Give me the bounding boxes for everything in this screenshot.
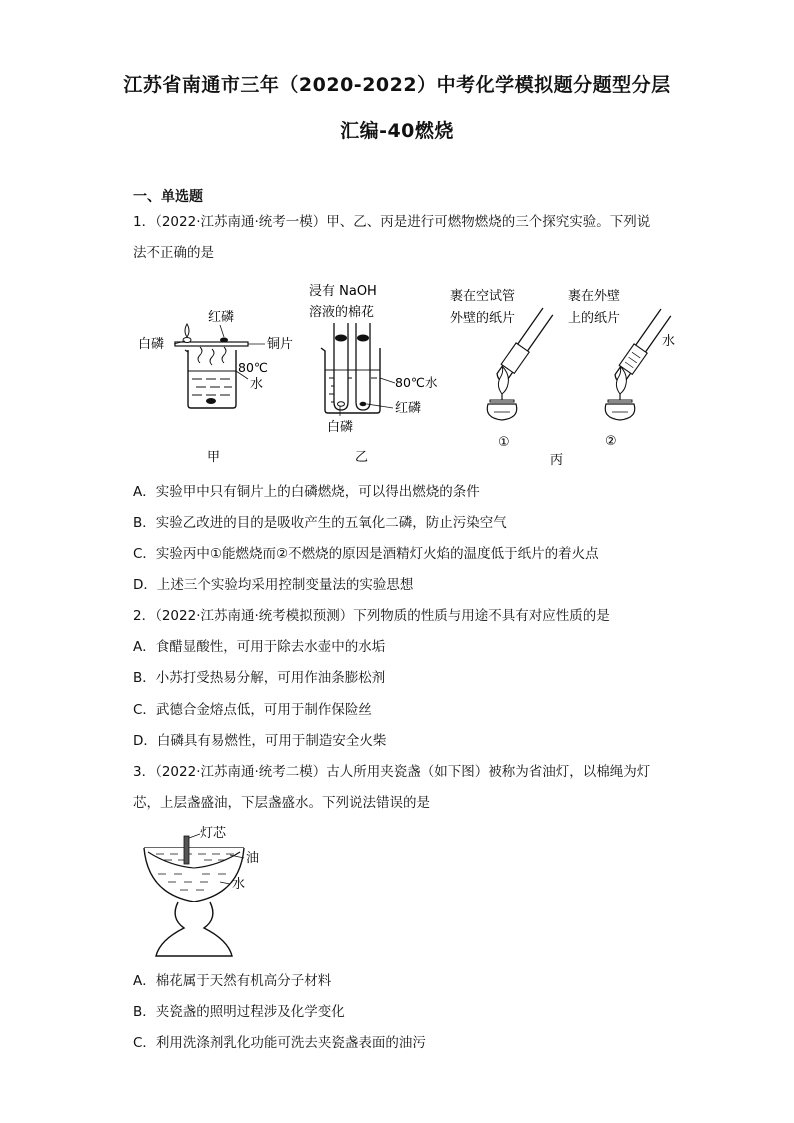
bing-num1: ① bbox=[498, 435, 510, 450]
yi-cotton-label-line2: 溶液的棉花 bbox=[309, 305, 375, 320]
q1-option-c: C．实验丙中①能燃烧而②不燃烧的原因是酒精灯火焰的温度低于纸片的着火点 bbox=[133, 546, 599, 562]
document-title-line2: 汇编-40燃烧 bbox=[340, 120, 454, 142]
bing-label2-line1: 裹在外壁 bbox=[568, 289, 621, 304]
q1-option-b: B．实验乙改进的目的是吸收产生的五氧化二磷，防止污染空气 bbox=[133, 515, 507, 531]
bing-num2: ② bbox=[605, 434, 617, 449]
figure-yi bbox=[305, 278, 455, 470]
section-heading: 一、单选题 bbox=[133, 189, 203, 205]
q1-stem-line2: 法不正确的是 bbox=[133, 245, 214, 261]
jia-copper-label: 铜片 bbox=[267, 337, 294, 352]
q3-stem-line2: 芯，上层盏盛油，下层盏盛水。下列说法错误的是 bbox=[133, 795, 430, 811]
jia-temp-label: 80℃ bbox=[238, 360, 268, 375]
q2-option-b: B．小苏打受热易分解，可用作油条膨松剂 bbox=[133, 670, 386, 686]
q3-option-c: C．利用洗涤剂乳化功能可洗去夹瓷盏表面的油污 bbox=[133, 1035, 426, 1051]
q2-stem: 2．（2022·江苏南通·统考模拟预测）下列物质的性质与用途不具有对应性质的是 bbox=[133, 608, 610, 624]
jia-caption: 甲 bbox=[207, 450, 221, 465]
bing-water-label: 水 bbox=[662, 334, 676, 349]
q2-option-a: A．食醋显酸性，可用于除去水壶中的水垢 bbox=[133, 639, 386, 655]
jia-water-label: 水 bbox=[250, 377, 264, 392]
q3-option-a: A．棉花属于天然有机高分子材料 bbox=[133, 973, 332, 989]
q1-option-a: A．实验甲中只有铜片上的白磷燃烧，可以得出燃烧的条件 bbox=[133, 484, 480, 500]
yi-caption: 乙 bbox=[355, 450, 369, 465]
q2-option-d: D．白磷具有易燃性，可用于制造安全火柴 bbox=[133, 733, 387, 749]
document-title-line1: 江苏省南通市三年（2020-2022）中考化学模拟题分题型分层 bbox=[123, 74, 671, 96]
bing-label2-line2: 上的纸片 bbox=[568, 311, 621, 326]
yi-temp-water-label: 80℃水 bbox=[395, 375, 438, 390]
q1-stem-line1: 1．（2022·江苏南通·统考一模）甲、乙、丙是进行可燃物燃烧的三个探究实验。下列说 bbox=[133, 214, 651, 230]
bing-caption: 丙 bbox=[550, 453, 564, 468]
jia-red-phosphorus-label: 红磷 bbox=[208, 310, 235, 325]
yi-white-phosphorus-label: 白磷 bbox=[327, 420, 354, 435]
q3-option-b: B．夹瓷盏的照明过程涉及化学变化 bbox=[133, 1004, 345, 1020]
q3-stem-line1: 3．（2022·江苏南通·统考二模）古人所用夹瓷盏（如下图）被称为省油灯，以棉绳为灯 bbox=[133, 764, 651, 780]
lamp-wick-label: 灯芯 bbox=[200, 826, 227, 841]
q2-option-c: C．武德合金熔点低，可用于制作保险丝 bbox=[133, 702, 372, 718]
bing-label1-line1: 裹在空试管 bbox=[450, 289, 516, 304]
yi-red-phosphorus-label: 红磷 bbox=[395, 401, 422, 416]
figure-jia bbox=[130, 295, 305, 470]
yi-cotton-label-line1: 浸有 NaOH bbox=[309, 284, 377, 299]
lamp-water-label: 水 bbox=[232, 877, 246, 892]
figure-oil-lamp bbox=[140, 822, 280, 962]
figure-bing bbox=[440, 282, 690, 470]
lamp-oil-label: 油 bbox=[246, 851, 260, 866]
q1-option-d: D．上述三个实验均采用控制变量法的实验思想 bbox=[133, 577, 414, 593]
jia-white-phosphorus-label: 白磷 bbox=[138, 337, 165, 352]
bing-label1-line2: 外壁的纸片 bbox=[450, 311, 516, 326]
